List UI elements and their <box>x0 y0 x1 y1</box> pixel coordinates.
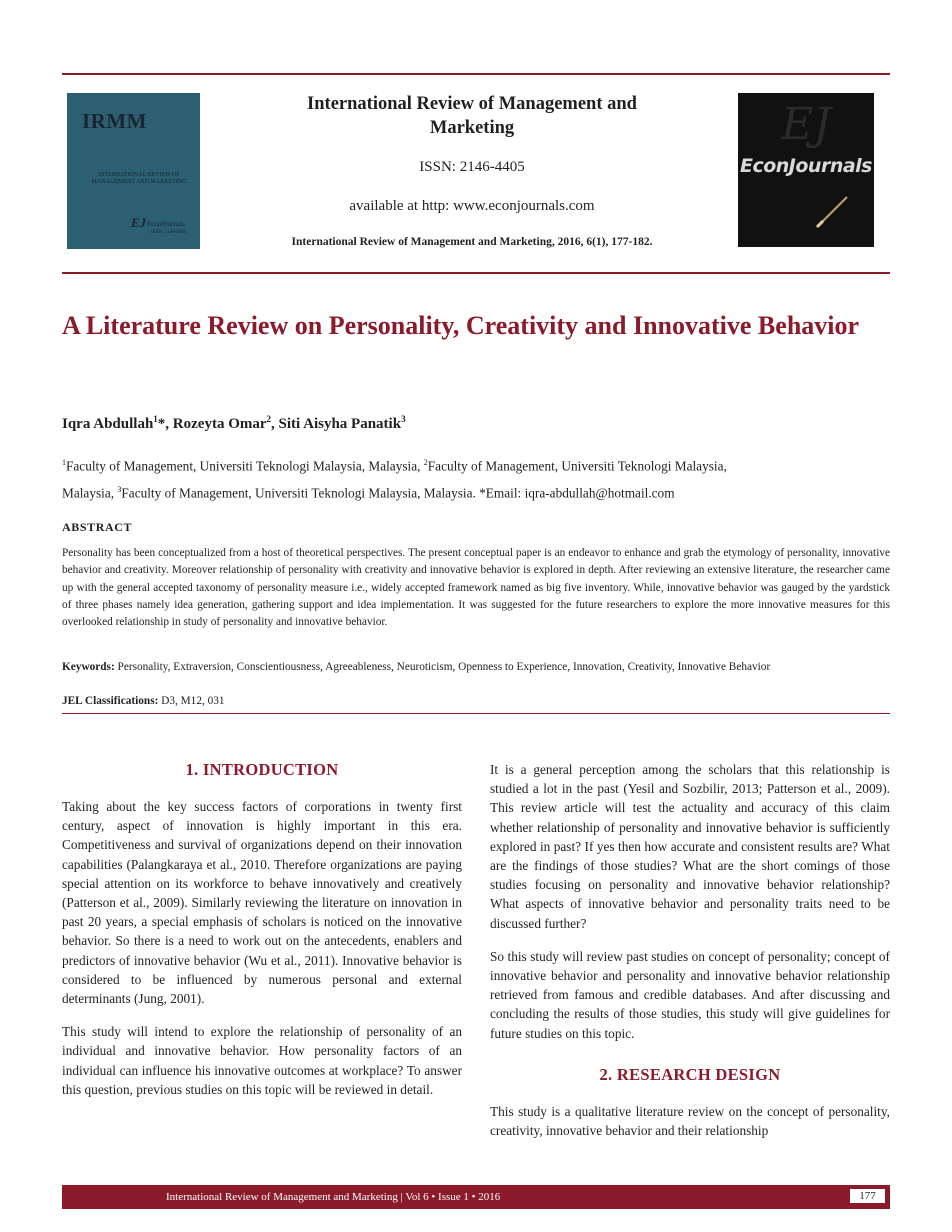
cover-journal-name: INTERNATIONAL REVIEW OF MANAGEMENT AND MARKETING <box>91 172 187 185</box>
jel-text: D3, M12, 031 <box>161 695 225 707</box>
author-name: Siti Aisyha Panatik <box>278 416 402 432</box>
affiliation-text: Faculty of Management, Universiti Teknologi Malaysia, Malaysia, <box>66 458 424 474</box>
abstract-heading: ABSTRACT <box>62 520 133 534</box>
body-paragraph: This study is a qualitative literature review on the concept of personality, creativity, innovative behavior and their relationship <box>490 1103 890 1139</box>
keywords-label: Keywords: <box>62 661 115 673</box>
cover-econjournals-label: EconJournals <box>147 220 185 228</box>
footer-bar <box>62 1185 890 1209</box>
author-sup: 3 <box>401 414 406 424</box>
introduction-paragraph: This study will intend to explore the relationship of personality of an individual and innovative behavior. How personality factors of an individual can influence his innovative outcomes at workplace? To answer this question, previous studies on this topic will be reviewed in detail. <box>62 1024 462 1097</box>
author-list <box>62 414 406 433</box>
author-name: Iqra Abdullah <box>62 416 154 432</box>
affiliation-text: Faculty of Management, Universiti Teknologi Malaysia, <box>427 458 727 474</box>
affiliation-sup: 3 <box>117 485 122 495</box>
journal-issn: ISSN: 2146-4405 <box>419 159 525 175</box>
affiliation-text: Malaysia, <box>62 485 118 501</box>
cover-irmm-label: IRMM <box>82 109 147 133</box>
left-column <box>62 760 462 1113</box>
header-bottom-rule <box>62 272 890 274</box>
journal-citation: International Review of Management and Marketing, 2016, 6(1), 177-182. <box>291 236 653 248</box>
pen-icon <box>813 191 853 231</box>
author-sup: 1 <box>153 414 158 424</box>
author-sup: 2 <box>266 414 272 424</box>
jel-label: JEL Classifications: <box>62 695 159 707</box>
body-paragraph: So this study will review past studies on concept of personality; concept of innovative behavior and personality and innovative behavior relationship retrieved from famous and credible databases. And after discussing and concluding the results of those studies, this study will give guidelines for future studies on this topic. <box>490 948 890 1041</box>
jel-classifications <box>62 693 890 710</box>
author-separator: *, <box>157 416 173 432</box>
keywords-text: Personality, Extraversion, Conscientiousness, Agreeableness, Neuroticism, Openness to Experience, Innovation, Creativity, Innovative Behavior <box>117 661 771 673</box>
abstract-bottom-rule <box>62 713 890 714</box>
research-design-heading: 2. RESEARCH DESIGN <box>599 1064 781 1084</box>
introduction-heading: 1. INTRODUCTION <box>185 760 339 779</box>
affiliation-line <box>62 478 890 505</box>
author-name: Rozeyta Omar <box>172 416 267 432</box>
ej-logo-mark: EJ <box>781 99 831 150</box>
irmm-cover-image <box>67 93 200 249</box>
econjournals-wordmark: EconJournals <box>739 155 872 177</box>
journal-availability: available at http: www.econjournals.com <box>349 198 595 214</box>
affiliation-line <box>62 451 890 478</box>
cover-ej-logo: EJ <box>131 215 147 230</box>
keywords <box>62 659 890 676</box>
cover-issn: ISSN: 2146-4405 <box>151 230 187 235</box>
affiliations <box>62 451 890 506</box>
affiliation-sup: 1 <box>62 458 66 467</box>
top-rule <box>62 73 890 75</box>
page-number: 177 <box>849 1188 886 1204</box>
article-title: A Literature Review on Personality, Creativity and Innovative Behavior <box>62 311 860 340</box>
journal-title: International Review of Management and Marketing <box>307 94 637 138</box>
affiliation-sup: 2 <box>423 458 428 467</box>
right-column <box>490 760 890 1154</box>
econjournals-logo-image <box>738 93 874 247</box>
affiliation-text: Faculty of Management, Universiti Teknologi Malaysia, Malaysia. *Email: iqra-abdullah@hotmail.com <box>121 485 675 501</box>
footer-text: International Review of Management and Marketing | Vol 6 • Issue 1 • 2016 <box>166 1191 501 1203</box>
author-separator: , <box>271 416 279 432</box>
introduction-paragraph: Taking about the key success factors of corporations in twenty first century, aspect of innovation is highly important in this era. Competitiveness and survival of organizations depend on their innovation capabilities (Palangkaraya et al., 2010. Therefore organizations are paying special attention on its workforce to behave innovatively and creatively (Patterson et al., 2009). Similarly reviewing the literature on innovation in past 20 years, a special emphasis of scholars is noticed on the innovative behavior. So there is a need to work out on the antecedents, enablers and predictors of innovative behavior (Wu et al., 2011). Innovative behavior is considered to be influenced by numerous personal and external determinants (Jung, 2001). <box>62 799 462 1007</box>
abstract-text: Personality has been conceptualized from a host of theoretical perspectives. The present conceptual paper is an endeavor to enhance and grab the etymology of personality, innovative behavior and creativity. Moreover relationship of personality with creativity and innovative behavior is explored in depth. After reviewing an extensive literature, the researcher came up with the general accepted taxonomy of personality measure i.e., widely accepted framework named as big five inventory. While, innovative behavior was gauged by the yardstick of three phases namely idea generation, gathering support and idea implementation. It was suggested for the future researchers to explore the more innovative measures for this overlooked relationship in study of personality and innovative behavior. <box>62 547 890 629</box>
body-paragraph: It is a general perception among the scholars that this relationship is studied a lot in the past (Yesil and Sozbilir, 2013; Patterson et al., 2009). This review article will test the actuality and accuracy of this claim whether relationship of personality and innovative behavior is sufficiently explored in past? If yes then how accurate and consistent results are? What are the findings of those studies? What are the short comings of those studies focusing on personality and innovative behavior relationship? What aspects of innovative behavior and personality traits need to be discussed further? <box>490 762 890 931</box>
